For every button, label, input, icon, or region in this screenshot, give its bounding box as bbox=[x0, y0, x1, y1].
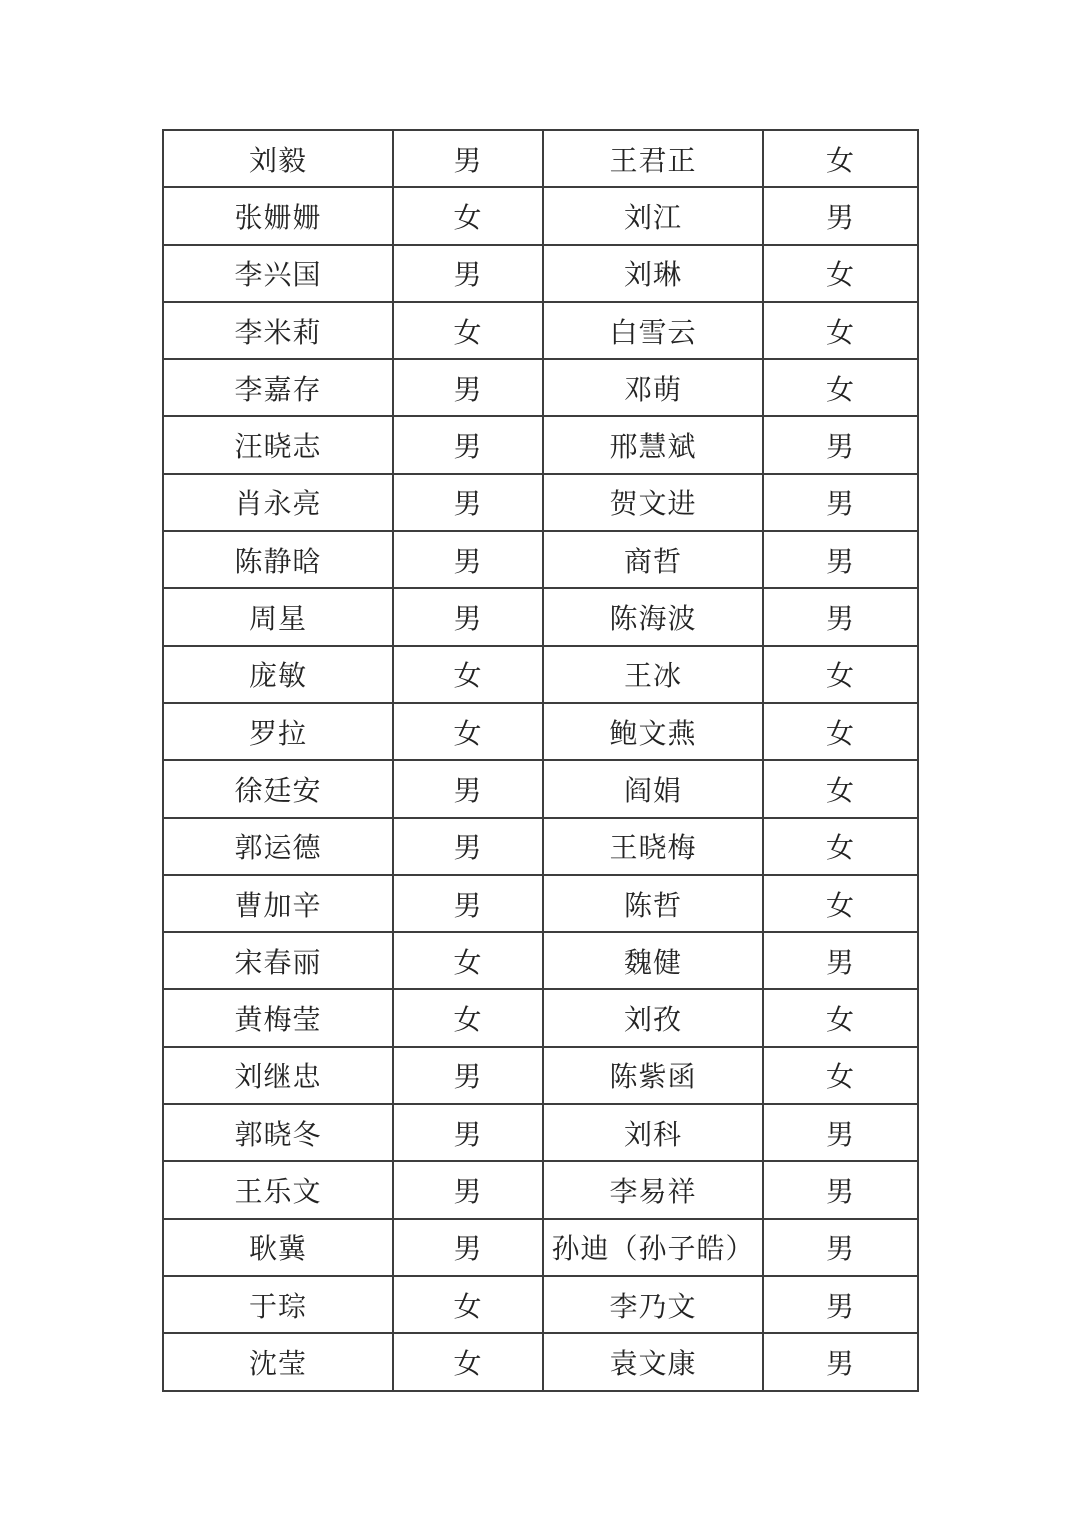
name-cell: 李乃文 bbox=[544, 1277, 764, 1334]
name-cell: 李嘉存 bbox=[164, 360, 394, 417]
table-row bbox=[164, 933, 919, 990]
gender-cell: 男 bbox=[764, 1220, 919, 1277]
name-cell: 郭晓冬 bbox=[164, 1105, 394, 1162]
gender-cell: 男 bbox=[764, 417, 919, 474]
table-row bbox=[164, 1220, 919, 1277]
name-cell: 陈紫函 bbox=[544, 1048, 764, 1105]
name-cell: 陈哲 bbox=[544, 876, 764, 933]
name-cell: 刘江 bbox=[544, 188, 764, 245]
gender-cell: 男 bbox=[394, 532, 544, 589]
name-cell: 陈海波 bbox=[544, 589, 764, 646]
gender-cell: 男 bbox=[394, 1220, 544, 1277]
name-cell: 魏健 bbox=[544, 933, 764, 990]
gender-cell: 男 bbox=[394, 589, 544, 646]
name-cell: 周星 bbox=[164, 589, 394, 646]
gender-cell: 女 bbox=[394, 990, 544, 1047]
table-row bbox=[164, 647, 919, 704]
table-row bbox=[164, 1334, 919, 1391]
name-cell: 郭运德 bbox=[164, 819, 394, 876]
name-cell: 陈静晗 bbox=[164, 532, 394, 589]
gender-cell: 女 bbox=[764, 246, 919, 303]
name-cell: 汪晓志 bbox=[164, 417, 394, 474]
gender-cell: 女 bbox=[764, 131, 919, 188]
gender-cell: 男 bbox=[764, 532, 919, 589]
table-row bbox=[164, 876, 919, 933]
gender-cell: 女 bbox=[394, 1277, 544, 1334]
gender-cell: 女 bbox=[764, 819, 919, 876]
name-cell: 徐廷安 bbox=[164, 761, 394, 818]
gender-cell: 男 bbox=[394, 1162, 544, 1219]
name-cell: 孙迪（孙子皓） bbox=[544, 1220, 764, 1277]
gender-cell: 男 bbox=[764, 1277, 919, 1334]
table-row bbox=[164, 1162, 919, 1219]
roster-table bbox=[162, 129, 919, 1392]
table-row bbox=[164, 1048, 919, 1105]
gender-cell: 男 bbox=[394, 475, 544, 532]
gender-cell: 男 bbox=[394, 246, 544, 303]
name-cell: 王冰 bbox=[544, 647, 764, 704]
gender-cell: 男 bbox=[764, 589, 919, 646]
name-cell: 李兴国 bbox=[164, 246, 394, 303]
gender-cell: 女 bbox=[394, 188, 544, 245]
table-row bbox=[164, 761, 919, 818]
name-cell: 邢慧斌 bbox=[544, 417, 764, 474]
name-cell: 阎娟 bbox=[544, 761, 764, 818]
gender-cell: 男 bbox=[394, 761, 544, 818]
table-row bbox=[164, 131, 919, 188]
name-cell: 宋春丽 bbox=[164, 933, 394, 990]
gender-cell: 女 bbox=[394, 1334, 544, 1391]
gender-cell: 女 bbox=[394, 704, 544, 761]
gender-cell: 男 bbox=[394, 1105, 544, 1162]
name-cell: 王乐文 bbox=[164, 1162, 394, 1219]
name-cell: 李米莉 bbox=[164, 303, 394, 360]
gender-cell: 女 bbox=[764, 303, 919, 360]
name-cell: 于琮 bbox=[164, 1277, 394, 1334]
gender-cell: 男 bbox=[394, 131, 544, 188]
gender-cell: 女 bbox=[764, 876, 919, 933]
table-row bbox=[164, 417, 919, 474]
table-row bbox=[164, 532, 919, 589]
table-row bbox=[164, 246, 919, 303]
name-cell: 耿冀 bbox=[164, 1220, 394, 1277]
gender-cell: 男 bbox=[764, 1162, 919, 1219]
name-cell: 沈莹 bbox=[164, 1334, 394, 1391]
name-cell: 袁文康 bbox=[544, 1334, 764, 1391]
name-cell: 贺文进 bbox=[544, 475, 764, 532]
name-cell: 邓萌 bbox=[544, 360, 764, 417]
name-cell: 白雪云 bbox=[544, 303, 764, 360]
table-row bbox=[164, 704, 919, 761]
gender-cell: 男 bbox=[394, 1048, 544, 1105]
gender-cell: 女 bbox=[394, 933, 544, 990]
name-cell: 鲍文燕 bbox=[544, 704, 764, 761]
gender-cell: 男 bbox=[394, 819, 544, 876]
gender-cell: 女 bbox=[394, 303, 544, 360]
table-row bbox=[164, 990, 919, 1047]
gender-cell: 女 bbox=[764, 761, 919, 818]
gender-cell: 女 bbox=[764, 647, 919, 704]
name-cell: 刘琳 bbox=[544, 246, 764, 303]
name-cell: 王君正 bbox=[544, 131, 764, 188]
gender-cell: 男 bbox=[764, 188, 919, 245]
name-cell: 刘继忠 bbox=[164, 1048, 394, 1105]
gender-cell: 女 bbox=[394, 647, 544, 704]
table-row bbox=[164, 819, 919, 876]
table-row bbox=[164, 360, 919, 417]
table-row bbox=[164, 1277, 919, 1334]
table-row bbox=[164, 303, 919, 360]
table-row bbox=[164, 188, 919, 245]
name-cell: 刘孜 bbox=[544, 990, 764, 1047]
name-cell: 庞敏 bbox=[164, 647, 394, 704]
gender-cell: 女 bbox=[764, 704, 919, 761]
name-cell: 刘科 bbox=[544, 1105, 764, 1162]
gender-cell: 男 bbox=[764, 475, 919, 532]
name-cell: 王晓梅 bbox=[544, 819, 764, 876]
gender-cell: 男 bbox=[764, 933, 919, 990]
name-cell: 李易祥 bbox=[544, 1162, 764, 1219]
table-row bbox=[164, 475, 919, 532]
name-cell: 黄梅莹 bbox=[164, 990, 394, 1047]
table-row bbox=[164, 589, 919, 646]
gender-cell: 女 bbox=[764, 990, 919, 1047]
name-cell: 刘毅 bbox=[164, 131, 394, 188]
gender-cell: 女 bbox=[764, 360, 919, 417]
gender-cell: 男 bbox=[394, 417, 544, 474]
gender-cell: 男 bbox=[764, 1334, 919, 1391]
name-cell: 罗拉 bbox=[164, 704, 394, 761]
gender-cell: 男 bbox=[764, 1105, 919, 1162]
gender-cell: 男 bbox=[394, 360, 544, 417]
name-cell: 商哲 bbox=[544, 532, 764, 589]
gender-cell: 女 bbox=[764, 1048, 919, 1105]
name-cell: 张姗姗 bbox=[164, 188, 394, 245]
name-cell: 曹加辛 bbox=[164, 876, 394, 933]
gender-cell: 男 bbox=[394, 876, 544, 933]
name-cell: 肖永亮 bbox=[164, 475, 394, 532]
table-row bbox=[164, 1105, 919, 1162]
